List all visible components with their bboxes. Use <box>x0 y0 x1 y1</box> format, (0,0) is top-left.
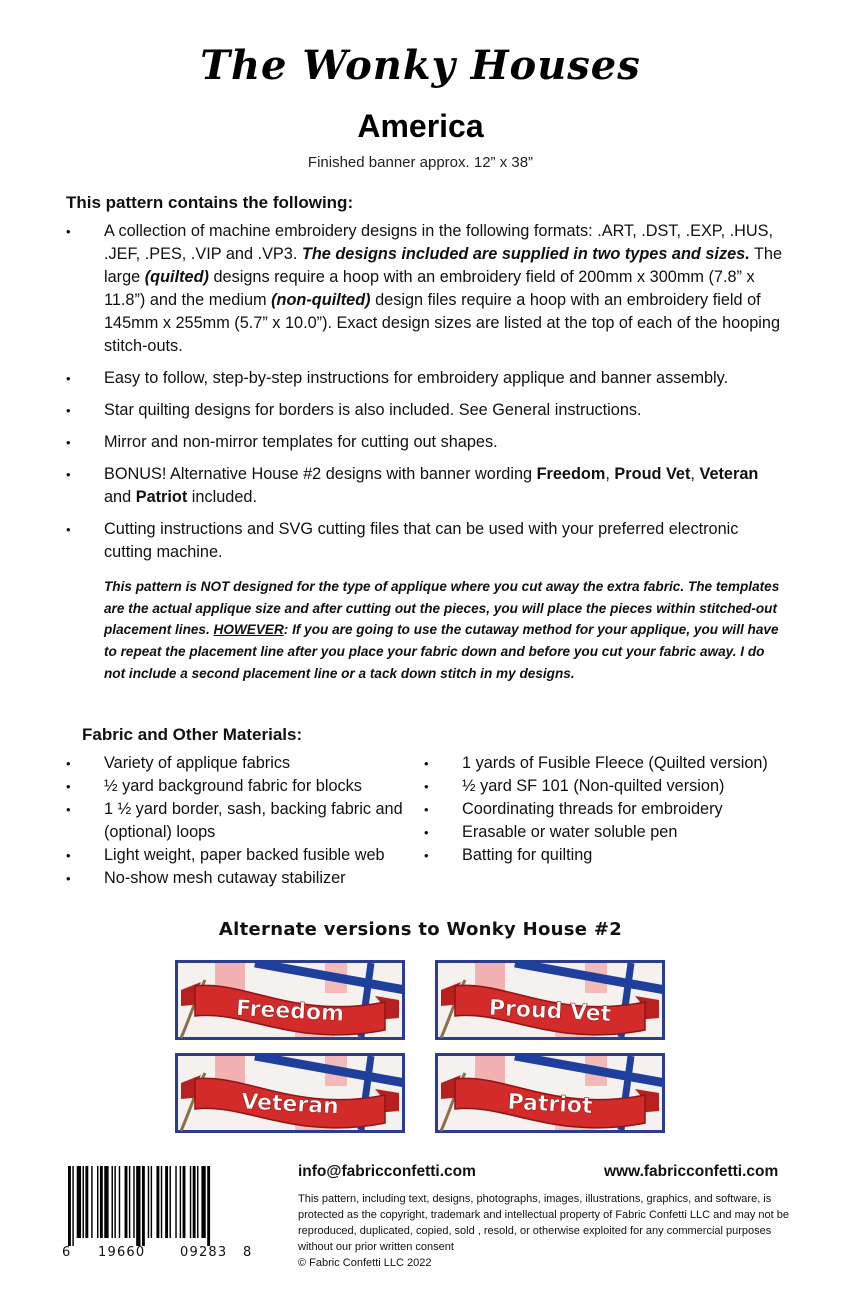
item-text: Variety of applique fabrics <box>104 754 291 772</box>
page-subtitle: America <box>357 108 484 144</box>
barcode-bar <box>161 1166 162 1238</box>
barcode-bar <box>142 1166 145 1246</box>
item-text: 1 yards of Fusible Fleece (Quilted version) <box>462 754 768 772</box>
barcode-bar <box>165 1166 168 1238</box>
barcode-bar <box>183 1166 186 1238</box>
banner-panel-proud-vet <box>435 960 665 1040</box>
item-text: Mirror and non-mirror templates for cutting out shapes. <box>104 433 498 451</box>
list-item <box>424 844 814 867</box>
item-text: and <box>104 488 136 506</box>
barcode-digit-first: 6 <box>62 1245 72 1260</box>
barcode-digit-last: 8 <box>243 1245 253 1260</box>
barcode-bar <box>136 1166 140 1246</box>
banner-illustration <box>175 960 405 1040</box>
barcode-bar <box>119 1166 120 1238</box>
barcode-bar <box>68 1166 71 1246</box>
item-bold: Freedom <box>536 465 606 483</box>
item-text: Cutting instructions and SVG cutting files that can be used with your preferred electronic cutting machine. <box>104 520 739 561</box>
bullet: • <box>66 779 71 794</box>
note-however: HOWEVER <box>213 622 284 638</box>
materials-left-list <box>66 752 411 890</box>
materials-heading: Fabric and Other Materials: <box>82 725 303 744</box>
barcode-digit-group2: 09283 <box>180 1245 228 1260</box>
list-item <box>66 367 786 390</box>
contact-email: info@fabricconfetti.com <box>298 1163 476 1180</box>
item-text: design files require a hoop with an embroidery field of 145mm x 255mm (5.7” x 10.0”). Exact design sizes are listed at the top of each of the hooping stitch-outs. <box>104 291 781 355</box>
banner-illustration <box>435 1053 665 1133</box>
banner-word: Veteran <box>240 1089 340 1120</box>
list-item <box>66 775 411 798</box>
barcode-bar <box>114 1166 115 1238</box>
banner-illustration <box>435 960 665 1040</box>
item-bold: Proud Vet <box>614 465 691 483</box>
item-emphasis: (non-quilted) <box>271 291 371 309</box>
item-text: 1 ½ yard border, sash, backing fabric and (optional) loops <box>104 800 403 841</box>
barcode-bar <box>156 1166 159 1238</box>
item-text: Star quilting designs for borders is also included. See General instructions. <box>104 401 642 419</box>
barcode-bar <box>125 1166 128 1238</box>
contents-list <box>66 220 786 573</box>
bullet: • <box>424 848 429 863</box>
item-text: Erasable or water soluble pen <box>462 823 678 841</box>
barcode-bar <box>77 1166 81 1238</box>
bullet: • <box>66 403 71 418</box>
barcode-bar <box>112 1166 113 1238</box>
barcode-bar <box>133 1166 134 1238</box>
copyright-text: © Fabric Confetti LLC 2022 <box>298 1257 432 1269</box>
item-text: A collection of machine embroidery designs in the following formats: .ART, .DST, .EXP, .HUS, .JEF, .PES, .VIP and .VP3. <box>104 222 774 263</box>
contact-website: www.fabricconfetti.com <box>604 1163 779 1180</box>
barcode-bar <box>197 1166 198 1238</box>
barcode-bar <box>91 1166 92 1238</box>
item-text: designs require a hoop with an embroidery field of 200mm x 300mm (7.8” x 11.8”) and the medium <box>104 268 755 309</box>
note-text: This pattern is NOT designed for the type of applique where you cut away the extra fabric. The templates are the actual applique size and after cutting out the pieces, you will place the pieces within stitched-out placement lines. <box>104 579 780 638</box>
barcode-bar <box>100 1166 103 1238</box>
item-text: , <box>605 465 615 483</box>
barcode-bar <box>151 1166 152 1238</box>
note-text: : If you are going to use the cutaway method for your applique, you will have to repeat the placement line after you place your fabric down and before you cut your fabric away. I do not include a second placement line or a tack down stitch in my designs. <box>104 622 779 681</box>
list-item <box>66 431 786 454</box>
item-text: ½ yard SF 101 (Non-quilted version) <box>462 777 725 795</box>
barcode-bar <box>170 1166 171 1238</box>
page-title: The Wonky Houses <box>200 42 641 89</box>
list-item <box>66 220 786 358</box>
banner-illustration <box>175 1053 405 1133</box>
barcode-bar <box>85 1166 88 1238</box>
legal-text: This pattern, including text, designs, photographs, images, illustrations, graphics, and software, is protected as the copyright, trademark and intellectual property of Fabric Confetti LLC and may not be reproduced, duplicated, copied, sold , resold, or otherwise exploited for any commercial purposes without our prior written consent <box>298 1193 789 1253</box>
list-item <box>424 798 814 821</box>
item-bold: Veteran <box>699 465 759 483</box>
list-item <box>66 518 786 564</box>
item-text: included. <box>187 488 257 506</box>
barcode-digit-group1: 19660 <box>98 1245 146 1260</box>
list-item <box>66 867 411 890</box>
bullet: • <box>424 802 429 817</box>
list-item <box>66 798 411 844</box>
item-text: Light weight, paper backed fusible web <box>104 846 385 864</box>
item-emphasis: (quilted) <box>144 268 209 286</box>
barcode-bar <box>180 1166 181 1238</box>
bullet: • <box>66 848 71 863</box>
barcode-bar <box>97 1166 98 1238</box>
list-item <box>424 775 814 798</box>
item-text: , <box>690 465 695 483</box>
bullet: • <box>66 802 71 817</box>
bullet: • <box>66 756 71 771</box>
item-text: Coordinating threads for embroidery <box>462 800 723 818</box>
bullet: • <box>66 871 71 886</box>
bullet: • <box>66 224 71 239</box>
banner-word: Proud Vet <box>488 995 612 1028</box>
list-item <box>66 463 786 509</box>
item-emphasis: The designs included are supplied in two types and sizes. <box>301 245 750 263</box>
banner-panel-veteran <box>175 1053 405 1133</box>
list-item <box>66 752 411 775</box>
barcode-bar <box>175 1166 176 1238</box>
banner-panel-freedom <box>175 960 405 1040</box>
barcode-bar <box>207 1166 210 1246</box>
item-text: The large <box>104 245 783 286</box>
banner-panel-patriot <box>435 1053 665 1133</box>
materials-right-list <box>424 752 814 867</box>
barcode-bar <box>148 1166 149 1238</box>
bullet: • <box>424 756 429 771</box>
bullet: • <box>66 522 71 537</box>
banner-word: Patriot <box>506 1089 594 1120</box>
barcode-bar <box>190 1166 191 1238</box>
barcode-bar <box>83 1166 84 1238</box>
bullet: • <box>424 779 429 794</box>
list-item <box>66 399 786 422</box>
barcode-bar <box>193 1166 196 1238</box>
list-item <box>424 821 814 844</box>
list-item <box>66 844 411 867</box>
bullet: • <box>424 825 429 840</box>
item-bold: Patriot <box>135 488 188 506</box>
bullet: • <box>66 467 71 482</box>
banner-word: Freedom <box>235 996 345 1027</box>
item-text: BONUS! Alternative House #2 designs with banner wording <box>104 465 537 483</box>
barcode-bar <box>104 1166 108 1238</box>
item-text: Easy to follow, step-by-step instructions for embroidery applique and banner assembly. <box>104 369 729 387</box>
legal-notice <box>298 1191 798 1271</box>
list-item <box>424 752 814 775</box>
bullet: • <box>66 435 71 450</box>
item-text: No-show mesh cutaway stabilizer <box>104 869 346 887</box>
contents-heading: This pattern contains the following: <box>66 193 354 212</box>
alternates-heading: Alternate versions to Wonky House #2 <box>218 919 623 940</box>
finished-size: Finished banner approx. 12” x 38” <box>307 154 534 171</box>
barcode-bar <box>72 1166 73 1246</box>
cutaway-note <box>104 576 784 685</box>
item-text: ½ yard background fabric for blocks <box>104 777 362 795</box>
barcode <box>66 1166 252 1246</box>
bullet: • <box>66 371 71 386</box>
barcode-bar <box>129 1166 130 1238</box>
item-text: Batting for quilting <box>462 846 593 864</box>
barcode-bar <box>201 1166 205 1238</box>
